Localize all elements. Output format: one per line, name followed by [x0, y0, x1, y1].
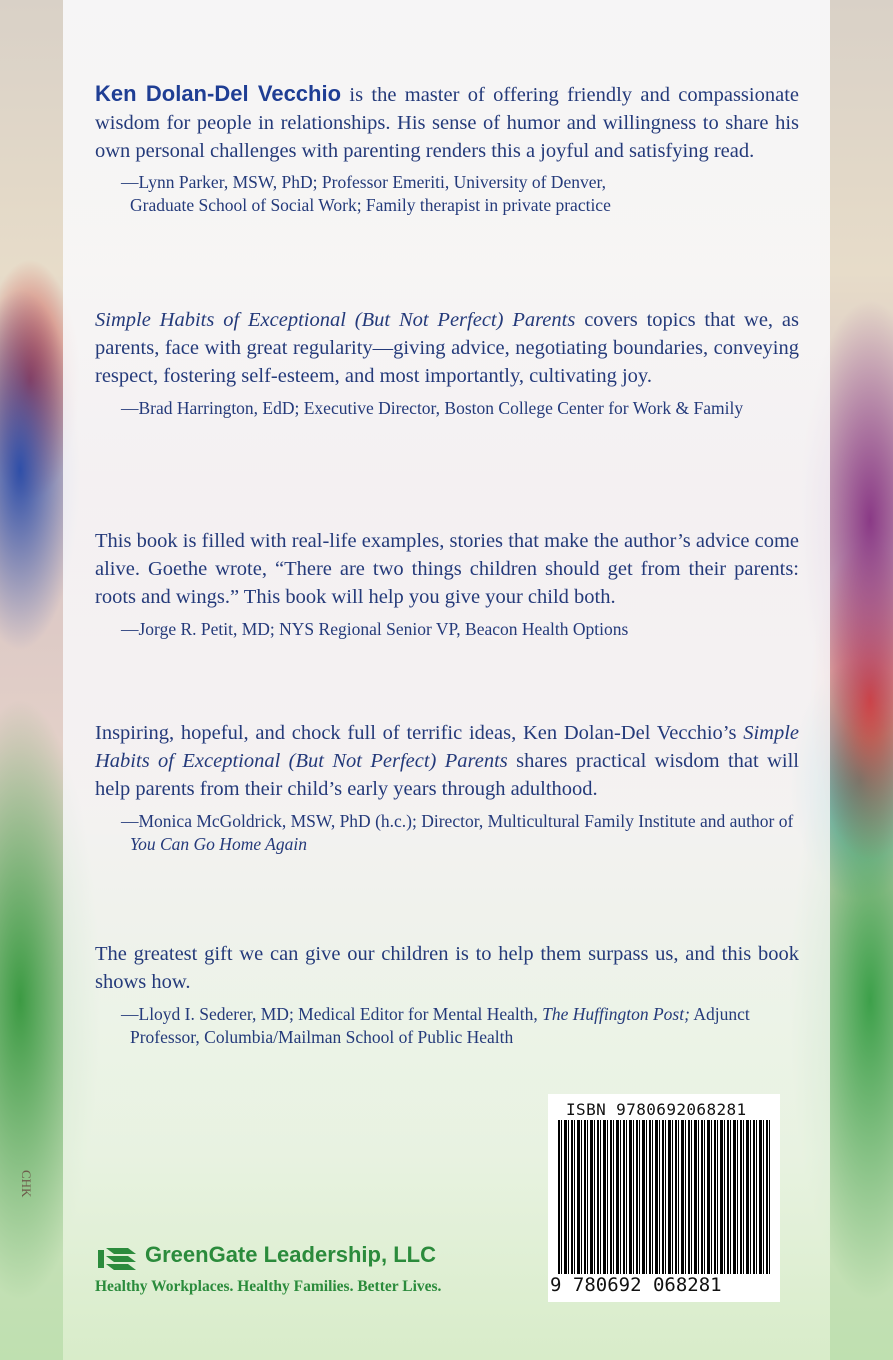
- blurb-4-quote: Inspiring, hopeful, and chock full of terrific ideas, Ken Dolan-Del Vecchio’s Simple Habits of Exceptional (But Not Perfect) Parents shares practical wisdom that will help parents from their child’s early years through adulthood.: [95, 722, 799, 800]
- greengate-logo-icon: [98, 1244, 140, 1272]
- blurb-1: [95, 80, 799, 217]
- blurb-2-quote: Simple Habits of Exceptional (But Not Perfect) Parents covers topics that we, as parents, face with great regularity—giving advice, negotiating boundaries, conveying respect, fostering self-esteem, and most importantly, cultivating joy.: [95, 309, 799, 387]
- blurb-3: [95, 527, 799, 641]
- publisher-name: GreenGate Leadership, LLC: [145, 1242, 436, 1267]
- blurb-5-quote: The greatest gift we can give our children is to help them surpass us, and this book shows how.: [95, 943, 799, 993]
- artist-initials: CHK: [19, 1170, 34, 1198]
- blurb-5-attribution: —Lloyd I. Sederer, MD; Medical Editor for Mental Health, The Huffington Post; Adjunct Professor, Columbia/Mailman School of Public Health: [121, 1004, 750, 1047]
- isbn-label: ISBN 9780692068281: [566, 1100, 747, 1119]
- barcode-digits: 9 780692 068281: [550, 1274, 722, 1296]
- book-title: Simple Habits of Exceptional (But Not Perfect) Parents: [95, 722, 799, 772]
- blurb-2-attribution: —Brad Harrington, EdD; Executive Director, Boston College Center for Work & Family: [121, 398, 744, 418]
- blurb-5: [95, 940, 799, 1049]
- barcode-bars: [558, 1120, 770, 1274]
- author-name: Ken Dolan-Del Vecchio: [95, 81, 342, 106]
- book-title: Simple Habits of Exceptional (But Not Perfect) Parents: [95, 309, 576, 331]
- blurb-3-attribution: —Jorge R. Petit, MD; NYS Regional Senior VP, Beacon Health Options: [121, 619, 629, 639]
- blurb-1-quote: Ken Dolan-Del Vecchio is the master of offering friendly and compassionate wisdom for people in relationships. His sense of humor and willingness to share his own personal challenges with parenting renders this a joyful and satisfying read.: [95, 81, 799, 162]
- isbn-barcode: [548, 1094, 780, 1302]
- blurb-4-attribution: —Monica McGoldrick, MSW, PhD (h.c.); Director, Multicultural Family Institute and author of You Can Go Home Again: [121, 811, 794, 854]
- blurb-3-quote: This book is filled with real-life examples, stories that make the author’s advice come alive. Goethe wrote, “There are two things children should get from their parents: roots and wings.” This book will help you give your child both.: [95, 530, 799, 608]
- publisher-tagline: Healthy Workplaces. Healthy Families. Better Lives.: [95, 1278, 442, 1295]
- blurb-2: [95, 306, 799, 420]
- publisher-logo: [95, 1244, 495, 1304]
- blurb-4: [95, 719, 799, 856]
- blurb-1-attribution: —Lynn Parker, MSW, PhD; Professor Emeriti, University of Denver, Graduate School of Social Work; Family therapist in private practice: [121, 172, 611, 215]
